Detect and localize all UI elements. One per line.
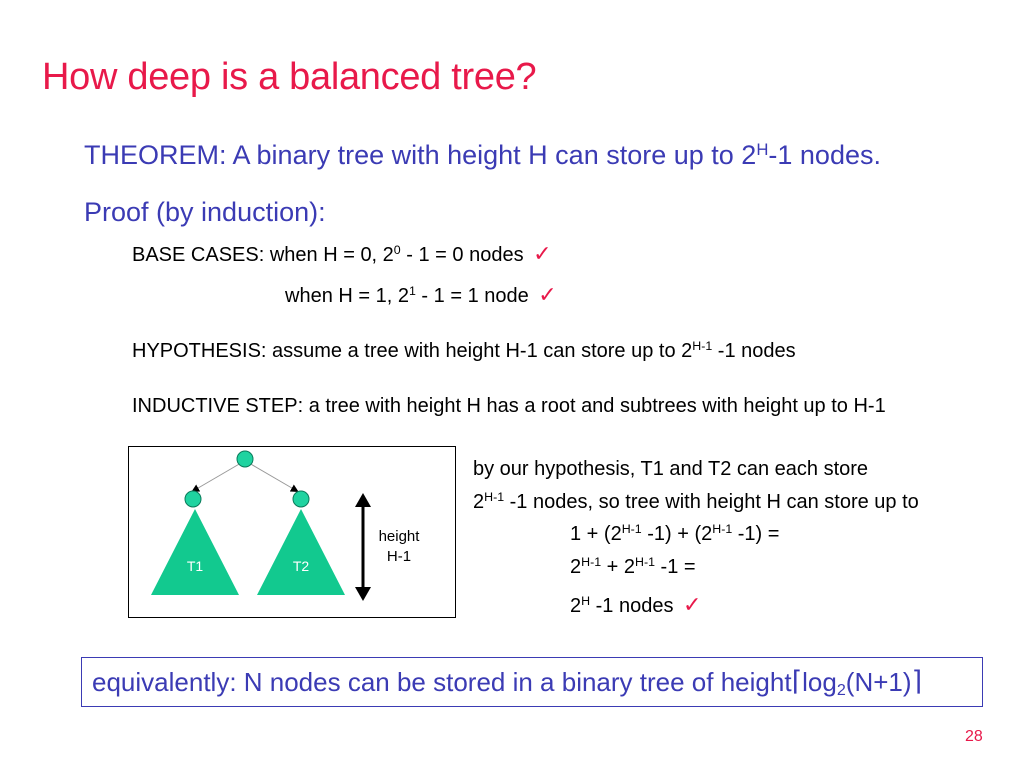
equivalently-statement: equivalently: N nodes can be stored in a binary tree of $height⌈\log_2(N+1)⌉$	[92, 666, 923, 700]
explanation-line-3: $1 + (2^{H-1}$ $-1) + (2^{H-1}$ -1) =	[570, 522, 780, 545]
check-mark-icon: ✓	[533, 241, 552, 266]
height-arrow-up-icon	[355, 493, 371, 507]
root-node-icon	[237, 451, 253, 467]
explanation-line-4: $2^{H-1} + 2^{H-1}$ -1 =	[570, 555, 696, 578]
hypothesis: HYPOTHESIS: assume a tree with height H-1 can store up to $2^{H-1}$ -1 nodes	[132, 339, 796, 362]
ceiling-left-icon: ⌈	[791, 666, 803, 697]
t2-label: T2	[292, 558, 310, 574]
inductive-step: INDUCTIVE STEP: a tree with height H has a root and subtrees with height up to H-1	[132, 395, 886, 417]
ceiling-right-icon: ⌉	[911, 666, 923, 697]
explanation-line-5: $2^H$ -1 nodes ✓	[570, 592, 702, 617]
explanation-line-1: by our hypothesis, T1 and T2 can each store	[473, 458, 869, 480]
check-mark-icon: ✓	[538, 282, 557, 307]
check-mark-icon: ✓	[683, 592, 702, 617]
height-arrow-down-icon	[355, 587, 371, 601]
proof-heading: Proof (by induction):	[84, 197, 326, 227]
right-child-node-icon	[293, 491, 309, 507]
explanation-line-2: $2^{H-1}$ -1 nodes, so tree with height H can store up to	[473, 490, 919, 513]
height-label-line2: H-1	[386, 548, 412, 565]
height-label-line1: height	[378, 528, 420, 545]
tree-diagram	[128, 446, 456, 618]
right-edge	[249, 463, 297, 491]
base-case-h1: when H = 1, $2^1 - 1 = 1$ node ✓	[285, 282, 557, 307]
left-child-node-icon	[185, 491, 201, 507]
t1-label: T1	[186, 558, 204, 574]
tree-diagram-svg	[129, 447, 455, 617]
page-number: 28	[965, 728, 983, 745]
subtree-t2-icon	[257, 509, 345, 595]
theorem-statement: THEOREM: A binary tree with height H can store up to $2^H-1$ nodes.	[84, 139, 881, 170]
base-case-h0: BASE CASES: when H = 0, $2^0 - 1 = 0$ nodes ✓	[132, 241, 552, 266]
subtree-t1-icon	[151, 509, 239, 595]
slide-title: How deep is a balanced tree?	[42, 56, 537, 98]
left-edge	[193, 463, 241, 491]
